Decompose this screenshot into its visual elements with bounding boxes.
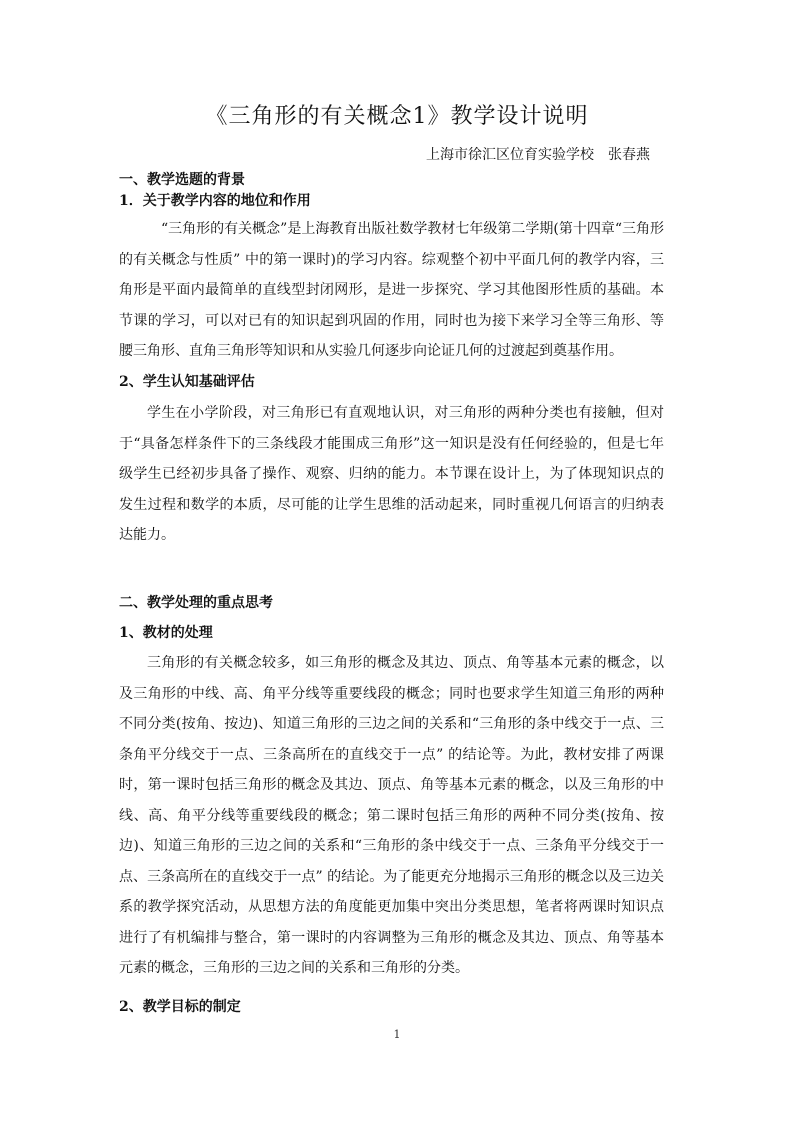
- section-heading: 一、教学选题的背景: [119, 172, 245, 188]
- author-school: 上海市徐汇区位育实验学校: [426, 147, 594, 163]
- section-heading: 二、教学处理的重点思考: [119, 595, 273, 611]
- document-title: 《三角形的有关概念1》教学设计说明: [205, 104, 589, 129]
- subsection-heading: 1．关于教学内容的地位和作用: [119, 193, 311, 209]
- page-number: 1: [393, 1028, 401, 1041]
- author-name: 张春燕: [608, 147, 650, 163]
- subsection-heading: 2、学生认知基础评估: [119, 374, 255, 390]
- subsection-heading: 1、教材的处理: [119, 625, 213, 641]
- paragraph: “三角形的有关概念”是上海教育出版社数学教材七年级第二学期(第十四章“三角形的有关概念与性质” 中的第一课时)的学习内容。综观整个初中平面几何的教学内容，三角形是平面内最简单的直线型封闭网形，是进一步探究、学习其他图形性质的基础。本节课的学习，可以对已有的知识起到巩固的作用，同时也为接下来学习全等三角形、等腰三角形、直角三角形等知识和从实验几何逐步向论证几何的过渡起到奠基作用。: [119, 221, 664, 359]
- author-line: [426, 145, 650, 165]
- paragraph: 三角形的有关概念较多，如三角形的概念及其边、顶点、角等基本元素的概念，以及三角形的中线、高、角平分线等重要线段的概念；同时也要求学生知道三角形的两种不同分类(按角、按边)、知道三角形的三边之间的关系和“三角形的条中线交于一点、三条角平分线交于一点、三条高所在的直线交于一点” 的结论等。为此，教材安排了两课时，第一课时包括三角形的概念及其边、顶点、角等基本元素的概念，以及三角形的中线、高、角平分线等重要线段的概念；第二课时包括三角形的两种不同分类(按角、按边)、知道三角形的三边之间的关系和“三角形的条中线交于一点、三条角平分线交于一点、三条高所在的直线交于一点” 的结论。为了能更充分地揭示三角形的概念以及三边关系的教学探究活动，从思想方法的角度能更加集中突出分类思想，笔者将两课时知识点进行了有机编排与整合，第一课时的内容调整为三角形的概念及其边、顶点、角等基本元素的概念，三角形的三边之间的关系和三角形的分类。: [119, 655, 664, 976]
- paragraph: 学生在小学阶段，对三角形已有直观地认识，对三角形的两种分类也有接触，但对于“具备怎样条件下的三条线段才能围成三角形”这一知识是没有任何经验的，但是七年级学生已经初步具备了操作、观察、归纳的能力。本节课在设计上，为了体现知识点的发生过程和数学的本质，尽可能的让学生思维的活动起来，同时重视几何语言的归纳表达能力。: [119, 405, 664, 543]
- subsection-heading: 2、教学目标的制定: [119, 999, 241, 1015]
